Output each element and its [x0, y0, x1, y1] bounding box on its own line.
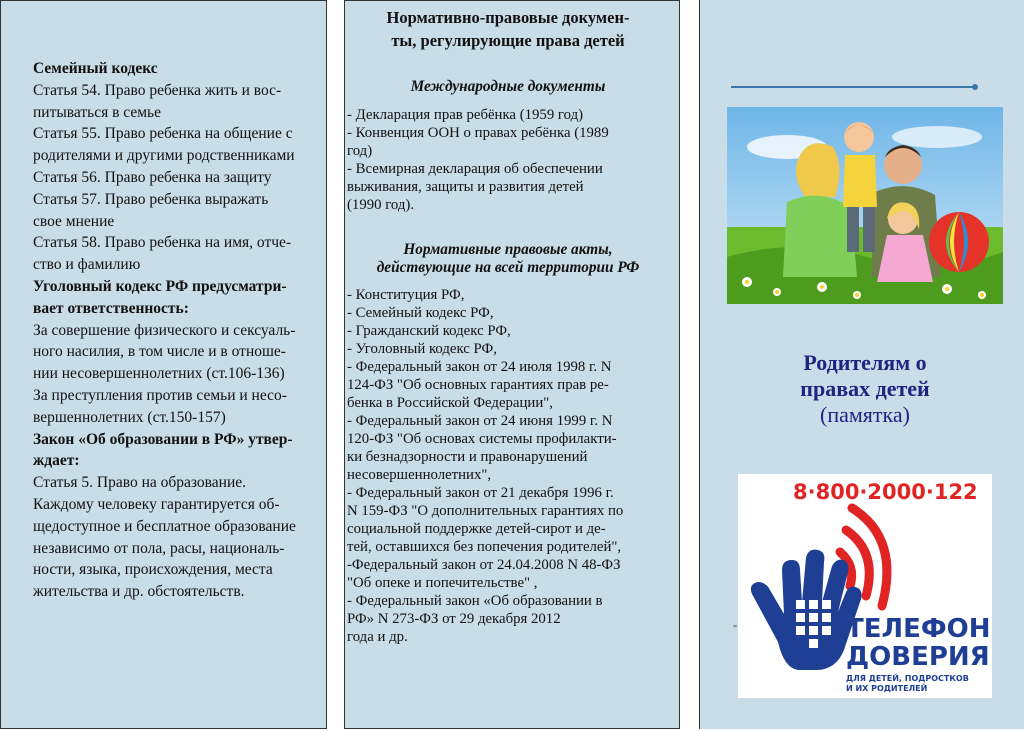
legal-act-line: РФ» N 273-ФЗ от 29 декабря 2012	[347, 611, 561, 627]
legal-act-line: - Федеральный закон от 21 декабря 1996 г.	[347, 485, 614, 501]
left-text-line: Семейный кодекс	[33, 60, 158, 77]
legal-act-line: - Гражданский кодекс РФ,	[347, 323, 511, 339]
legal-act-line: - Конституция РФ,	[347, 287, 465, 303]
legal-act-line: "Об опеке и попечительстве" ,	[347, 575, 538, 591]
stray-mark: "	[733, 624, 738, 635]
left-text-line: щедоступное и бесплатное образование	[33, 517, 296, 535]
helpline-subtitle1: ДЛЯ ДЕТЕЙ, ПОДРОСТКОВ	[846, 674, 969, 683]
helpline-word2: ДОВЕРИЯ	[846, 642, 990, 672]
left-text-line: родителями и другими родственниками	[33, 147, 295, 165]
left-text-line: Статья 56. Право ребенка на защиту	[33, 168, 272, 186]
legal-act-line: ки безнадзорности и правонарушений	[347, 449, 588, 465]
legal-act-line: 120-ФЗ "Об основах системы профилакти-	[347, 431, 617, 447]
intl-doc-line: год)	[347, 143, 373, 159]
intl-doc-line: - Конвенция ООН о правах ребёнка (1989	[347, 125, 609, 141]
left-text-line: жительства и др. обстоятельств.	[33, 583, 245, 601]
left-text-line: ности, языка, происхождения, места	[33, 561, 273, 579]
decorative-rule-dot	[972, 84, 978, 90]
legal-act-line: - Федеральный закон от 24 июля 1998 г. N	[347, 359, 612, 375]
legal-act-line: - Федеральный закон «Об образовании в	[347, 593, 603, 609]
intl-doc-line: выживания, защиты и развития детей	[347, 179, 584, 195]
left-text-line: Статья 5. Право на образование.	[33, 474, 247, 492]
legal-act-line: - Уголовный кодекс РФ,	[347, 341, 497, 357]
legal-act-line: 124-ФЗ "Об основных гарантиях прав ре-	[347, 377, 609, 393]
left-text-line: Статья 58. Право ребенка на имя, отче-	[33, 234, 292, 252]
helpline-subtitle2: И ИХ РОДИТЕЛЕЙ	[846, 684, 928, 693]
legal-act-line: -Федеральный закон от 24.04.2008 N 48-ФЗ	[347, 557, 621, 573]
legal-act-line: - Федеральный закон от 24 июня 1999 г. N	[347, 413, 613, 429]
intl-doc-line: (1990 год).	[347, 197, 415, 213]
legal-act-line: - Семейный кодекс РФ,	[347, 305, 494, 321]
family-code-text	[33, 58, 296, 603]
legal-acts-heading: Нормативные правовые акты, действующие на всей территории РФ	[376, 241, 640, 276]
left-text-line: Закон «Об образовании в РФ» утвер-	[33, 430, 293, 448]
left-text-line: ного насилия, в том числе и в отноше-	[33, 343, 286, 361]
legal-act-line: тей, оставшихся без попечения родителей",	[347, 539, 622, 555]
left-text-line: ство и фамилию	[33, 256, 141, 274]
intl-doc-line: - Всемирная декларация об обеспечении	[347, 161, 603, 177]
left-text-line: Статья 57. Право ребенка выражать	[33, 190, 269, 208]
helpline-word1: ТЕЛЕФОН	[846, 614, 991, 644]
helpline-number: 8·800·2000·122	[793, 480, 978, 504]
left-text-line: независимо от пола, расы, националь-	[33, 539, 285, 557]
middle-title: Нормативно-правовые докумен- ты, регулирующие права детей	[386, 8, 630, 50]
international-heading: Международные документы	[410, 78, 606, 95]
legal-act-line: года и др.	[347, 629, 408, 645]
left-text-line: вает ответственность:	[33, 299, 189, 317]
left-text-line: вершеннолетних (ст.150-157)	[33, 408, 226, 426]
legal-act-line: бенка в Российской Федерации",	[347, 395, 553, 411]
left-text-line: нии несовершеннолетних (ст.106-136)	[33, 365, 285, 383]
decorative-rule	[731, 86, 975, 88]
left-text-line: Статья 54. Право ребенка жить и вос-	[33, 81, 282, 99]
left-text-line: Уголовный кодекс РФ предусматри-	[33, 277, 287, 295]
left-text-line: ждает:	[33, 452, 80, 470]
legal-act-line: несовершеннолетних",	[347, 467, 492, 483]
helpline-logo	[738, 474, 992, 698]
documents-list	[347, 106, 623, 646]
left-text-line: питываться в семье	[33, 103, 161, 121]
intl-doc-line: - Декларация прав ребёнка (1959 год)	[347, 107, 584, 123]
left-text-line: За преступления против семьи и несо-	[33, 386, 287, 404]
left-text-line: Каждому человеку гарантируется об-	[33, 495, 280, 513]
left-text-line: свое мнение	[33, 212, 115, 230]
left-text-line: За совершение физического и сексуаль-	[33, 321, 296, 339]
legal-act-line: N 159-ФЗ "О дополнительных гарантиях по	[347, 503, 624, 519]
family-illustration	[727, 107, 1003, 304]
legal-act-line: социальной поддержке детей-сирот и де-	[347, 521, 606, 537]
cover-title: Родителям о правах детей (памятка)	[800, 350, 930, 427]
left-text-line: Статья 55. Право ребенка на общение с	[33, 125, 293, 143]
